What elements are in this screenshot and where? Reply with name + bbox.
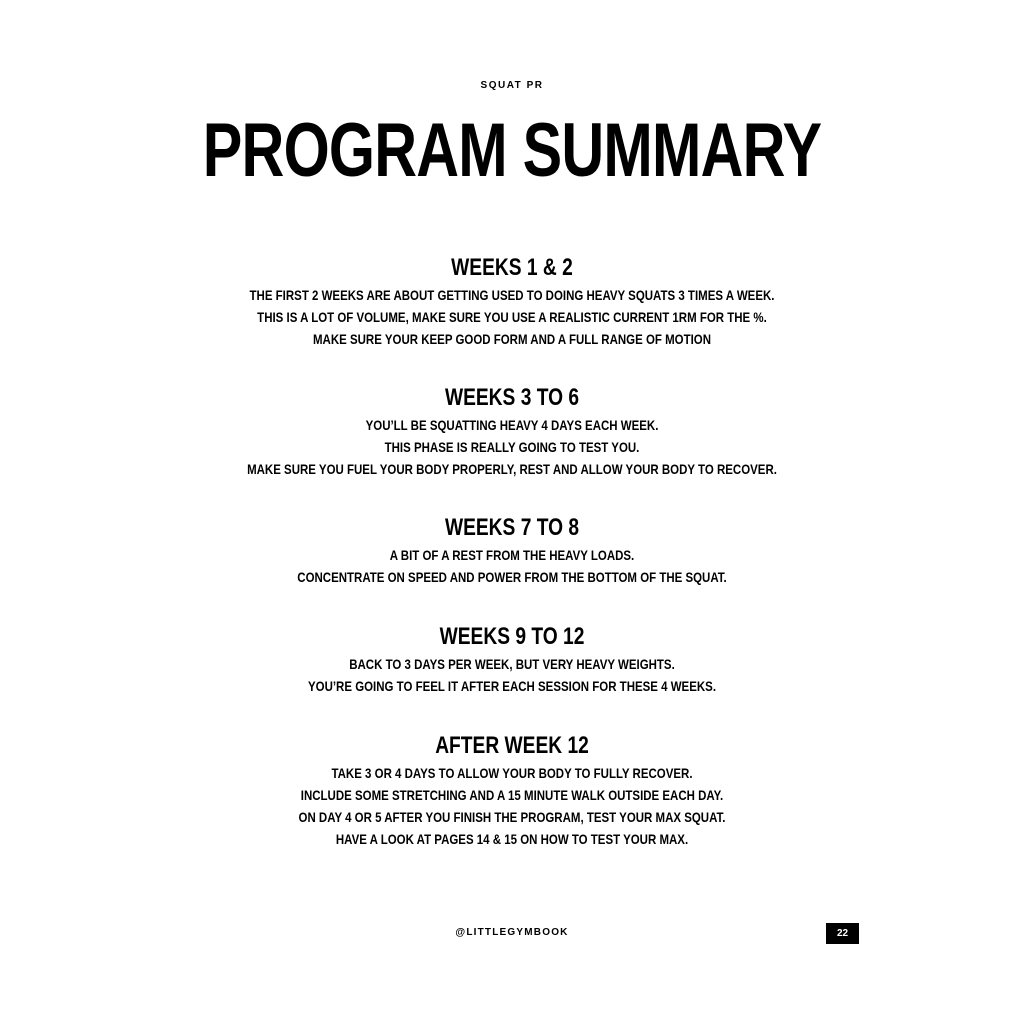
section-text-line: BACK TO 3 DAYS PER WEEK, BUT VERY HEAVY WEIGHTS. xyxy=(349,656,675,672)
section-weeks-3-6 xyxy=(0,384,1024,480)
section-text-line: YOU’LL BE SQUATTING HEAVY 4 DAYS EACH WEEK. xyxy=(365,417,659,433)
section-text-line: ON DAY 4 OR 5 AFTER YOU FINISH THE PROGRAM, TEST YOUR MAX SQUAT. xyxy=(298,809,726,825)
section-text-line: CONCENTRATE ON SPEED AND POWER FROM THE BOTTOM OF THE SQUAT. xyxy=(297,569,727,585)
section-after-week-12 xyxy=(0,732,1024,850)
section-text-line: THIS IS A LOT OF VOLUME, MAKE SURE YOU USE A REALISTIC CURRENT 1RM FOR THE %. xyxy=(257,309,767,325)
section-text-line: INCLUDE SOME STRETCHING AND A 15 MINUTE WALK OUTSIDE EACH DAY. xyxy=(300,787,724,803)
section-heading: WEEKS 1 & 2 xyxy=(451,254,573,281)
section-text-line: TAKE 3 OR 4 DAYS TO ALLOW YOUR BODY TO FULLY RECOVER. xyxy=(331,765,693,781)
section-heading: WEEKS 3 TO 6 xyxy=(444,384,580,411)
section-weeks-1-2 xyxy=(0,254,1024,350)
section-text-line: THIS PHASE IS REALLY GOING TO TEST YOU. xyxy=(384,439,640,455)
page-kicker: SQUAT PR xyxy=(480,80,544,91)
section-heading: WEEKS 7 TO 8 xyxy=(444,514,580,541)
section-weeks-9-12 xyxy=(0,623,1024,697)
section-text-line: YOU’RE GOING TO FEEL IT AFTER EACH SESSION FOR THESE 4 WEEKS. xyxy=(307,678,717,694)
section-text-line: HAVE A LOOK AT PAGES 14 & 15 ON HOW TO TEST YOUR MAX. xyxy=(335,831,689,847)
page-number-badge: 22 xyxy=(826,923,859,944)
section-text-line: A BIT OF A REST FROM THE HEAVY LOADS. xyxy=(389,547,635,563)
section-heading: AFTER WEEK 12 xyxy=(435,732,589,759)
section-text-line: MAKE SURE YOUR KEEP GOOD FORM AND A FULL RANGE OF MOTION xyxy=(312,331,711,347)
page-title: PROGRAM SUMMARY xyxy=(202,108,822,193)
section-weeks-7-8 xyxy=(0,514,1024,588)
footer-social-handle: @LITTLEGYMBOOK xyxy=(455,927,569,938)
section-text-line: THE FIRST 2 WEEKS ARE ABOUT GETTING USED TO DOING HEAVY SQUATS 3 TIMES A WEEK. xyxy=(249,287,775,303)
section-heading: WEEKS 9 TO 12 xyxy=(439,623,585,650)
section-text-line: MAKE SURE YOU FUEL YOUR BODY PROPERLY, REST AND ALLOW YOUR BODY TO RECOVER. xyxy=(247,461,777,477)
